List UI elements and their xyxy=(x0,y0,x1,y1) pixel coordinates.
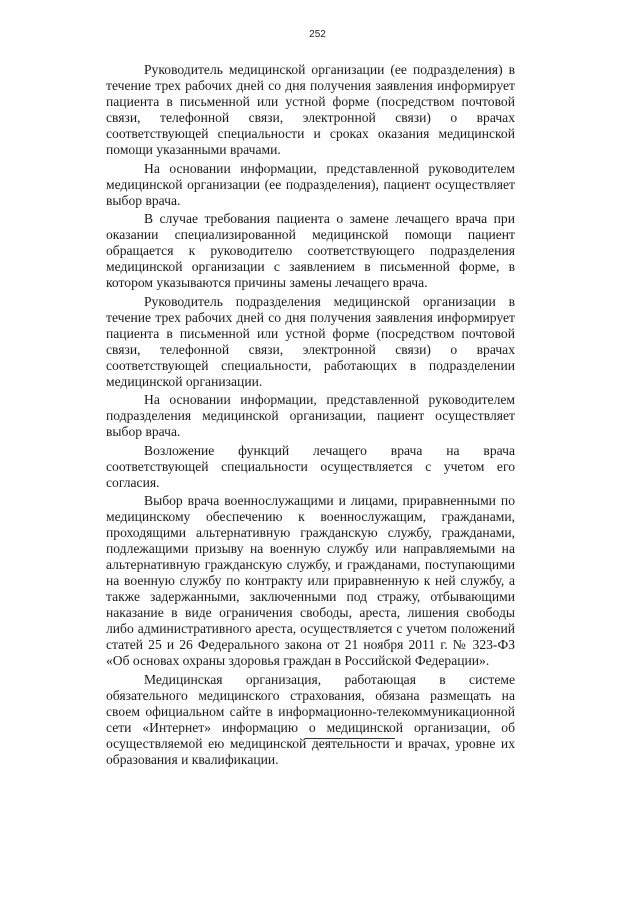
paragraph-1: Руководитель медицинской организации (ее подразделения) в течение трех рабочих дней со дня получения заявления информирует пациента в письменной или устной форме (посредством почтовой связи, телефонной связи, электронной связи) о врачах соответствующей специальности и сроках оказания медицинской помощи указанными врачами. xyxy=(106,62,515,157)
paragraph-6: Возложение функций лечащего врача на врача соответствующей специальности осуществляется с учетом его согласия. xyxy=(106,442,515,490)
paragraph-7: Выбор врача военнослужащими и лицами, приравненными по медицинскому обеспечению к военнослужащим, гражданами, проходящими альтернативную гражданскую службу, гражданами, подлежащими призыву на военную службу или направляемыми на альтернативную гражданскую службу, и гражданами, поступающими на военную службу по контракту или приравненную к ней службу, а также задержанными, заключенными под стражу, отбывающими наказание в виде ограничения свободы, ареста, лишения свободы либо административного ареста, осуществляется с учетом положений статей 25 и 26 Федерального закона от 21 ноября 2011 г. № 323-ФЗ «Об основах охраны здоровья граждан в Российской Федерации». xyxy=(106,493,515,668)
page-number: 252 xyxy=(309,29,326,40)
end-divider xyxy=(305,738,395,739)
paragraph-8: Медицинская организация, работающая в системе обязательного медицинского страхования, обязана размещать на своем официальном сайте в информационно-телекоммуникационной сети «Интернет» информацию о медицинской организации, об осуществляемой ею медицинской деятельности и врачах, уровне их образования и квалификации. xyxy=(106,671,515,767)
paragraph-4: Руководитель подразделения медицинской организации в течение трех рабочих дней со дня получения заявления информирует пациента в письменной или устной форме (посредством почтовой связи, телефонной связи, электронной связи) о врачах соответствующей специальности, работающих в подразделении медицинской организации. xyxy=(106,293,515,389)
paragraph-3: В случае требования пациента о замене лечащего врача при оказании специализированной медицинской помощи пациент обращается к руководителю соответствующего подразделения медицинской организации с заявлением в письменной форме, в котором указываются причины замены лечащего врача. xyxy=(106,211,515,290)
paragraph-2: На основании информации, представленной руководителем медицинской организации (ее подразделения), пациент осуществляет выбор врача. xyxy=(106,160,515,208)
paragraph-5: На основании информации, представленной руководителем подразделения медицинской организации, пациент осуществляет выбор врача. xyxy=(106,392,515,439)
document-body xyxy=(106,62,515,770)
